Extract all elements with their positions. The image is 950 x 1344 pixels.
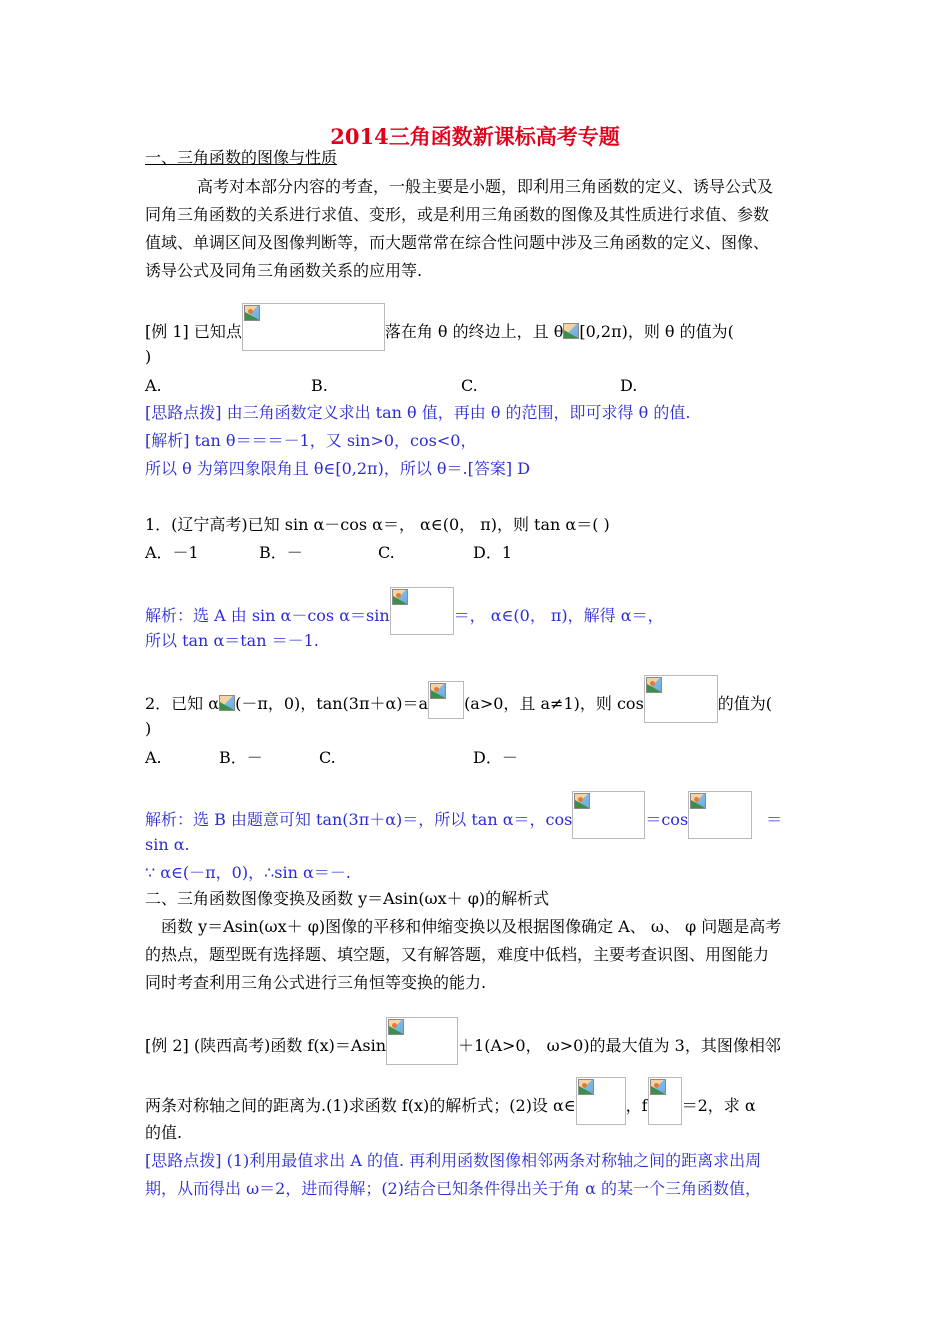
formula-image-placeholder: [572, 791, 645, 839]
example-2-text-a: [例 2] (陕西高考)函数 f(x)＝Asin: [145, 1036, 387, 1055]
example-2-hint-line-2: 期，从而得出 ω＝2，进而得解；(2)结合已知条件得出关于角 α 的某一个三角函数值，: [145, 1179, 761, 1198]
example-2-question-line-1: [145, 1017, 781, 1065]
example-1-choice-a: A.: [145, 376, 162, 395]
question-2-text-a: 2．已知 α: [145, 694, 220, 713]
example-2-question-line-3: 的值.: [145, 1123, 183, 1142]
question-2-solution-a: 解析：选 B 由题意可知 tan(3π＋α)＝，所以 tan α＝，cos: [145, 810, 573, 829]
example-1-question: [145, 303, 734, 351]
question-1-solution-b: ＝， α∈(0， π)，解得 α＝，: [453, 606, 664, 625]
image-placeholder-icon: [563, 323, 579, 339]
question-1-solution-line-1: [145, 587, 664, 635]
image-placeholder-icon: [244, 305, 260, 321]
question-2-choice-b: B．－: [219, 748, 263, 767]
question-1-solution-a: 解析：选 A 由 sin α－cos α＝sin: [145, 606, 390, 625]
formula-image-placeholder: [648, 1077, 682, 1125]
example-1-choice-c: C.: [461, 376, 478, 395]
example-1-text-c: [0,2π)，则 θ 的值为(: [579, 322, 734, 341]
document-title: 2014三角函数新课标高考专题: [330, 124, 620, 149]
section-1-para-line-1: 高考对本部分内容的考查，一般主要是小题，即利用三角函数的定义、诱导公式及: [197, 177, 774, 196]
example-2-question-line-2: [145, 1077, 756, 1125]
section-2-heading: 二、三角函数图像变换及函数 y＝Asin(ωx＋ φ)的解析式: [145, 889, 550, 908]
example-1-solution-line-1: [解析] tan θ＝＝＝－1，又 sin>0，cos<0，: [145, 431, 477, 450]
image-placeholder-icon: [578, 1079, 594, 1095]
formula-image-placeholder: [242, 303, 385, 351]
section-2-para-line-2: 的热点，题型既有选择题、填空题，又有解答题，难度中低档，主要考查识图、用图能力: [145, 945, 770, 964]
question-2-text-c: (a>0，且 a≠1)，则 cos: [464, 694, 644, 713]
question-2-solution-b: ＝cos: [645, 810, 689, 829]
image-placeholder-icon: [650, 1079, 666, 1095]
question-2-text-d: 的值为(: [717, 694, 773, 713]
formula-image-placeholder: [428, 681, 464, 719]
formula-image-placeholder: [688, 791, 752, 839]
example-2-text-e: ＝2，求 α: [681, 1096, 756, 1115]
image-placeholder-icon: [430, 683, 446, 699]
image-placeholder-icon: [388, 1019, 404, 1035]
example-1-hint: [思路点拨] 由三角函数定义求出 tan θ 值，再由 θ 的范围，即可求得 θ 的值.: [145, 403, 691, 422]
section-2-para-line-1: 函数 y＝Asin(ωx＋ φ)图像的平移和伸缩变换以及根据图像确定 A、 ω、 φ 问题是高考: [161, 917, 782, 936]
section-1-para-line-3: 值域、单调区间及图像判断等，而大题常常在综合性问题中涉及三角函数的定义、图像、: [145, 233, 770, 252]
question-1-choice-a: A．－1: [145, 543, 199, 562]
example-2-text-b: ＋1(A>0， ω>0)的最大值为 3，其图像相邻: [458, 1036, 781, 1055]
section-1-heading: 一、三角函数的图像与性质: [145, 148, 338, 167]
example-2-hint-line-1: [思路点拨] (1)利用最值求出 A 的值. 再利用函数图像相邻两条对称轴之间的距离求出周: [145, 1151, 762, 1170]
question-1-choice-d: D．1: [473, 543, 513, 562]
image-placeholder-icon: [646, 677, 662, 693]
image-placeholder-icon: [690, 793, 706, 809]
question-2-choice-a: A.: [145, 748, 162, 767]
question-1-choice-c: C.: [378, 543, 395, 562]
image-placeholder-icon: [392, 589, 408, 605]
formula-image-placeholder: [644, 675, 718, 723]
question-2-solution-c: ＝: [766, 810, 783, 829]
question-2-stem-end: ): [145, 719, 152, 738]
section-1-para-line-4: 诱导公式及同角三角函数关系的应用等.: [145, 261, 423, 280]
formula-image-placeholder: [576, 1077, 626, 1125]
question-1-choice-b: B．－: [259, 543, 303, 562]
formula-image-placeholder: [390, 587, 454, 635]
example-1-text-a: [例 1] 已知点: [145, 322, 242, 341]
question-2-solution-line-3: ∵ α∈(－π，0)，∴sin α＝－.: [145, 863, 351, 882]
question-1-solution-line-2: 所以 tan α＝tan ＝－1.: [145, 631, 319, 650]
example-2-text-d: ，f: [625, 1096, 648, 1115]
section-2-para-line-3: 同时考查利用三角公式进行三角恒等变换的能力.: [145, 973, 487, 992]
question-2-solution-line-1: [145, 791, 782, 839]
formula-image-placeholder: [386, 1017, 458, 1065]
question-2-solution-line-2: sin α.: [145, 835, 190, 854]
image-placeholder-icon: [219, 695, 235, 711]
example-1-question-end: ): [145, 347, 152, 366]
example-1-solution-line-2: 所以 θ 为第四象限角且 θ∈[0,2π)，所以 θ＝.[答案] D: [145, 459, 531, 478]
question-2-choice-d: D．－: [473, 748, 518, 767]
example-1-choice-b: B.: [311, 376, 328, 395]
example-2-text-c: 两条对称轴之间的距离为.(1)求函数 f(x)的解析式；(2)设 α∈: [145, 1096, 576, 1115]
section-1-para-line-2: 同角三角函数的关系进行求值、变形，或是利用三角函数的图像及其性质进行求值、参数: [145, 205, 770, 224]
question-2-choice-c: C.: [319, 748, 336, 767]
question-2-text-b: (－π，0)，tan(3π＋α)＝a: [235, 694, 429, 713]
example-1-choice-d: D.: [620, 376, 638, 395]
example-1-text-b: 落在角 θ 的终边上，且 θ: [384, 322, 564, 341]
question-2-stem: [145, 675, 772, 723]
question-1-stem: 1．(辽宁高考)已知 sin α－cos α＝， α∈(0， π)，则 tan α＝( ): [145, 515, 610, 534]
image-placeholder-icon: [574, 793, 590, 809]
